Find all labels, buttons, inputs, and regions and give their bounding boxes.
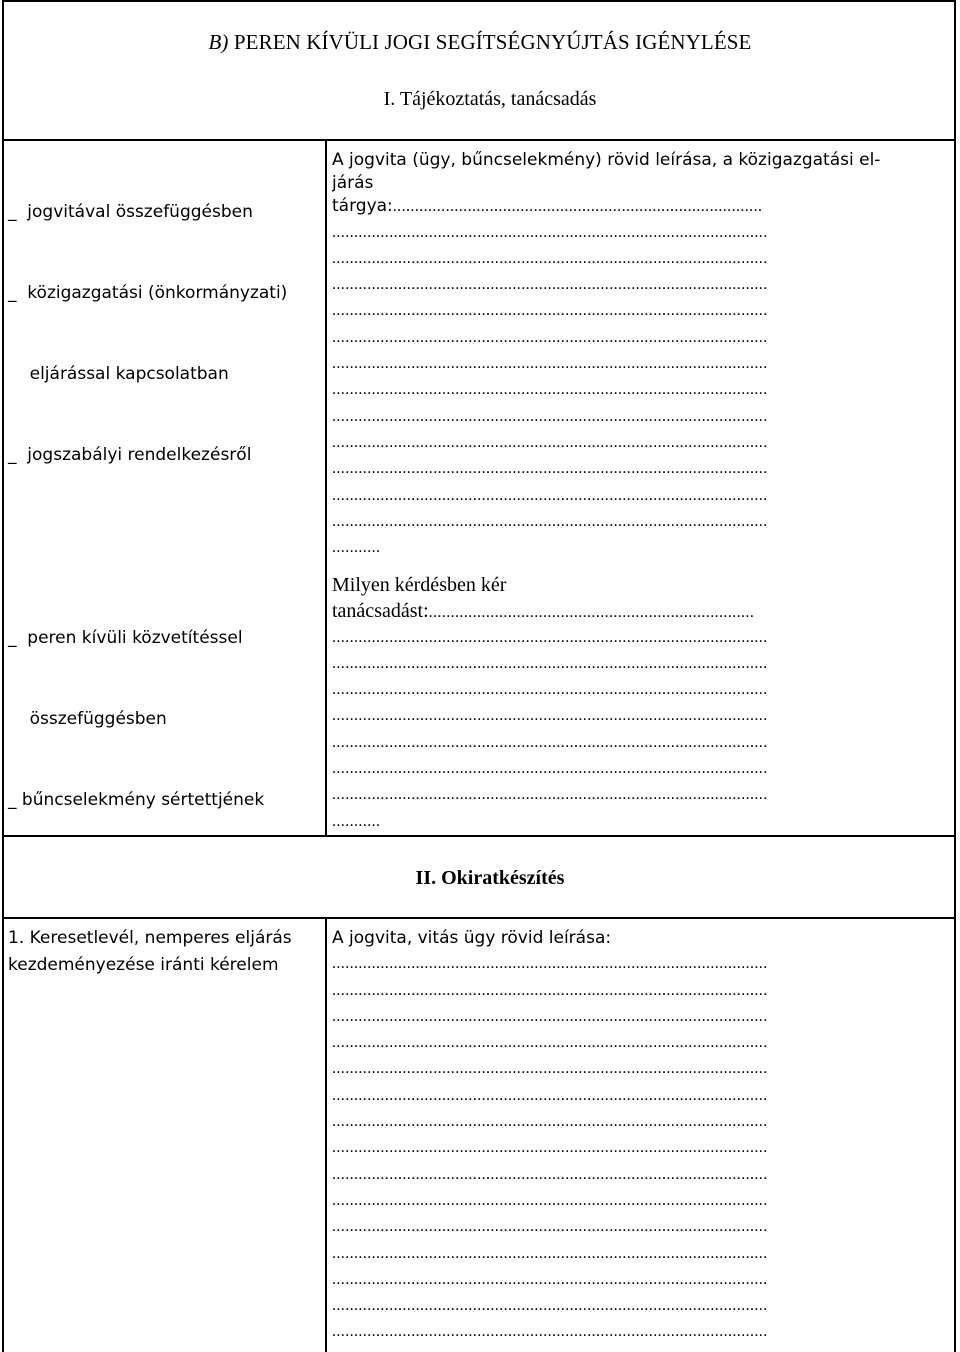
jogvita-description-field[interactable] <box>332 147 948 561</box>
keresetlevel-label-cont: kezdeményezése iránti kérelem <box>8 955 279 975</box>
dotted-line: ................................................................................................... <box>332 786 768 804</box>
frame-right-border <box>954 0 956 1352</box>
section1-heading: I. Tájékoztatás, tanácsadás <box>383 88 597 110</box>
dotted-line: ................................................................................................... <box>332 1060 768 1078</box>
jogvita-vitas-ugy-field[interactable] <box>332 925 948 1346</box>
targya-dots: .................................................................................... <box>392 198 763 216</box>
option-kozigazgatasi-cont: eljárással kapcsolatban <box>8 364 229 384</box>
dotted-line: ................................................................................................... <box>332 486 768 504</box>
form-title <box>0 30 960 55</box>
dotted-line: ................................................................................................... <box>332 460 768 478</box>
tanacsadast-line <box>332 598 948 624</box>
option-jogvita[interactable]: _ jogvitával összefüggésben <box>8 202 253 222</box>
dotted-line: ................................................................................................... <box>332 760 768 778</box>
dotted-line: ................................................................................................... <box>332 355 768 373</box>
dotted-line: ................................................................................................... <box>332 381 768 399</box>
frame-left-border <box>2 0 4 1352</box>
dotted-line: ................................................................................................... <box>332 407 768 425</box>
dotted-line: ................................................................................................... <box>332 1297 768 1315</box>
option-jogszabalyi[interactable]: _ jogszabályi rendelkezésről <box>8 445 252 465</box>
dotted-line: ................................................................................................... <box>332 1323 768 1341</box>
dotted-line: ................................................................................................... <box>332 654 768 672</box>
dotted-line: ................................................................................................... <box>332 1218 768 1236</box>
frame-top-border <box>2 0 956 2</box>
option-kozvetites[interactable]: _ peren kívüli közvetítéssel <box>8 628 243 648</box>
dotted-line: ................................................................................................... <box>332 1113 768 1131</box>
vitas-ugy-label: A jogvita, vitás ügy rövid leírása: <box>332 928 612 948</box>
dotted-line-end: ........... <box>332 539 381 557</box>
option-kozvetites-cont: összefüggésben <box>8 709 167 729</box>
jogvita-description-label: A jogvita (ügy, bűncselekmény) rövid leírása, a közigazgatási el- <box>332 150 881 170</box>
dotted-line: ................................................................................................... <box>332 1086 768 1104</box>
jogvita-description-label-cont: járás <box>332 173 374 194</box>
form-title-prefix: B) <box>208 30 229 54</box>
dotted-line: ................................................................................................... <box>332 1034 768 1052</box>
section1-options-bottom <box>8 571 324 868</box>
tanacsadast-dots: .......................................................................... <box>428 604 755 622</box>
form-title-text: PEREN KÍVÜLI JOGI SEGÍTSÉGNYÚJTÁS IGÉNYLÉSE <box>228 30 752 54</box>
targya-line <box>332 193 948 219</box>
section2-heading: II. Okiratkészítés <box>415 867 565 889</box>
option-kozigazgatasi[interactable]: _ közigazgatási (önkormányzati) <box>8 283 288 303</box>
section2-option[interactable] <box>8 925 320 979</box>
targya-label: tárgya: <box>332 196 393 217</box>
section2-column-divider <box>325 917 327 1352</box>
option-sertett[interactable]: _ bűncselekmény sértettjének <box>8 790 265 810</box>
dotted-line: ................................................................................................... <box>332 955 768 973</box>
dotted-line: ................................................................................................... <box>332 1270 768 1288</box>
dotted-line: ................................................................................................... <box>332 681 768 699</box>
dotted-line: ................................................................................................... <box>332 512 768 530</box>
dotted-line: ................................................................................................... <box>332 1165 768 1183</box>
dotted-line: ................................................................................................... <box>332 223 768 241</box>
dotted-line: ................................................................................................... <box>332 433 768 451</box>
section1-column-divider <box>325 139 327 837</box>
section1-options-top <box>8 145 324 523</box>
dotted-line: ................................................................................................... <box>332 249 768 267</box>
section1-header-divider <box>2 139 956 141</box>
dotted-line: ................................................................................................... <box>332 1244 768 1262</box>
dotted-line: ................................................................................................... <box>332 707 768 725</box>
dotted-line: ................................................................................................... <box>332 302 768 320</box>
dotted-line: ................................................................................................... <box>332 1139 768 1157</box>
dotted-line: ................................................................................................... <box>332 1007 768 1025</box>
kerdes-label: Milyen kérdésben kér <box>332 574 507 596</box>
dotted-line: ................................................................................................... <box>332 733 768 751</box>
dotted-line: ................................................................................................... <box>332 981 768 999</box>
dotted-line-end: ........... <box>332 812 381 830</box>
kerdes-field[interactable] <box>332 572 948 835</box>
keresetlevel-label: 1. Keresetlevél, nemperes eljárás <box>8 928 292 948</box>
dotted-line: ................................................................................................... <box>332 628 768 646</box>
tanacsadast-label: tanácsadást: <box>332 600 429 623</box>
dotted-line: ................................................................................................... <box>332 276 768 294</box>
section2-header-divider <box>2 917 956 919</box>
dotted-line: ................................................................................................... <box>332 1191 768 1209</box>
dotted-line: ................................................................................................... <box>332 328 768 346</box>
